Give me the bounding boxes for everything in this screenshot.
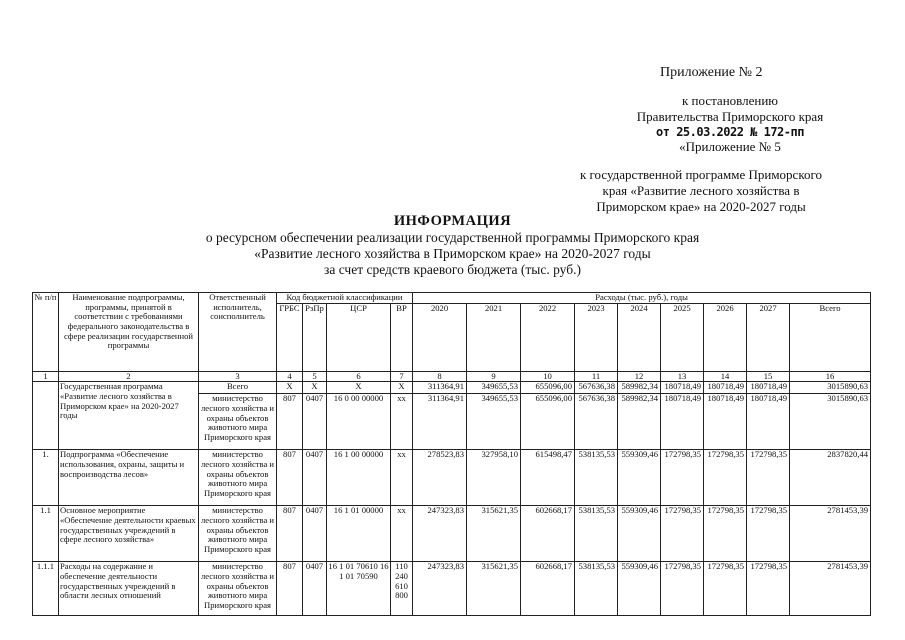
appendix-line6: края «Развитие лесного хозяйства в [602,182,800,198]
table-row-main-activity [33,506,871,562]
resource-table [32,292,871,616]
row-value: 172798,35 [747,506,790,562]
document-heading [0,213,905,278]
row-value: 180718,49 [704,382,747,394]
row-no: 1.1 [33,506,59,562]
row-value: 349655,53 [467,382,521,394]
row-total: 2781453,39 [790,562,871,616]
row-value: 315621,35 [467,562,521,616]
header-year: 2026 [704,303,747,371]
header-year: 2023 [575,303,618,371]
row-rzpr: 0407 [303,506,327,562]
header-name: Наименование подпрограммы, программы, принятой в соответствии с требованиями федерального законодательства в сфере реализации государственной программы [59,293,199,372]
row-csr: 16 1 01 00000 [327,506,391,562]
column-number: 15 [747,371,790,382]
column-number: 5 [303,371,327,382]
row-total: 2781453,39 [790,506,871,562]
row-value: 567636,38 [575,382,618,394]
row-value: 180718,49 [747,382,790,394]
column-number: 6 [327,371,391,382]
program-reference [570,167,832,215]
row-no: 1.1.1 [33,562,59,616]
row-value: 172798,35 [704,450,747,506]
row-total: 3015890,63 [790,382,871,394]
row-value: 172798,35 [704,562,747,616]
column-number: 16 [790,371,871,382]
appendix-number [660,64,763,81]
table-row-expenses [33,562,871,616]
column-number: 9 [467,371,521,382]
row-vr: хх [391,450,413,506]
row-value: 172798,35 [747,562,790,616]
row-value: 247323,83 [413,562,467,616]
header-year: 2021 [467,303,521,371]
column-number-row [33,371,871,382]
column-number: 1 [33,371,59,382]
appendix-line5: к государственной программе Приморского [579,167,822,182]
document-subtitle-2: «Развитие лесного хозяйства в Приморском крае» на 2020-2027 годы [254,246,651,262]
row-name: Основное мероприятие «Обеспечение деятельности краевых государственных учреждений в сфере лесного хозяйства» [59,506,199,562]
document-subtitle-1: о ресурсном обеспечении реализации государственной программы Приморского края [205,230,700,246]
row-value: 278523,83 [413,450,467,506]
column-number: 14 [704,371,747,382]
row-value: 172798,35 [661,506,704,562]
row-name: Расходы на содержание и обеспечение деятельности государственных учреждений в области лесных отношений [59,562,199,616]
header-no: № п/п [33,293,59,372]
header-budget-code: Код бюджетной классификации [277,293,413,304]
header-year: 2027 [747,303,790,371]
row-value: 589982,34 [618,394,661,450]
decree-number: от 25.03.2022 № 172-пп [656,124,804,139]
row-value: 349655,53 [467,394,521,450]
decree-reference [620,93,840,155]
header-total: Всего [790,303,871,371]
row-value: 538135,53 [575,450,618,506]
document-subtitle-3: за счет средств краевого бюджета (тыс. руб.) [324,261,581,277]
row-value: 180718,49 [704,394,747,450]
row-total: 2837820,44 [790,450,871,506]
row-vr: хх [391,506,413,562]
row-responsible: министерство лесного хозяйства и охраны объектов животного мира Приморского края [199,562,277,616]
row-grbs: 807 [277,450,303,506]
table-row-subprogram [33,450,871,506]
appendix-line1: Приложение № 2 [660,65,763,80]
row-value: 315621,35 [467,506,521,562]
row-value: 180718,49 [661,394,704,450]
row-value: 589982,34 [618,382,661,394]
row-value: 602668,17 [521,506,575,562]
row-value: 180718,49 [661,382,704,394]
row-value: 559309,46 [618,506,661,562]
row-name: Государственная программа «Развитие лесного хозяйства в Приморском крае» на 2020-2027 годы [59,382,199,450]
row-rzpr: Х [303,382,327,394]
row-grbs: 807 [277,394,303,450]
appendix-line7: Приморском крае» на 2020-2027 годы [596,198,806,214]
column-number: 4 [277,371,303,382]
column-number: 7 [391,371,413,382]
appendix-line2: к постановлению [681,93,779,108]
table-header-row [33,293,871,304]
row-no [33,382,59,450]
row-value: 655096,00 [521,394,575,450]
header-year: 2024 [618,303,661,371]
row-csr: Х [327,382,391,394]
row-responsible: Всего [199,382,277,394]
column-number: 13 [661,371,704,382]
row-value: 172798,35 [704,506,747,562]
row-grbs: Х [277,382,303,394]
row-value: 655096,00 [521,382,575,394]
row-name: Подпрограмма «Обеспечение использования, охраны, защиты и воспроизводства лесов» [59,450,199,506]
row-no: 1. [33,450,59,506]
row-responsible: министерство лесного хозяйства и охраны объектов животного мира Приморского края [199,450,277,506]
resource-table-container [32,292,870,616]
header-csr: ЦСР [327,303,391,371]
row-grbs: 807 [277,562,303,616]
header-responsible: Ответственный исполнитель, соисполнитель [199,293,277,372]
header-year: 2022 [521,303,575,371]
row-value: 559309,46 [618,450,661,506]
row-vr: 110 240 610 800 [391,562,413,616]
row-csr: 16 1 01 70610 16 1 01 70590 [327,562,391,616]
document-title: ИНФОРМАЦИЯ [393,213,512,229]
column-number: 8 [413,371,467,382]
header-grbs: ГРБС [277,303,303,371]
column-number: 10 [521,371,575,382]
row-csr: 16 1 00 00000 [327,450,391,506]
row-value: 311364,91 [413,394,467,450]
row-value: 559309,46 [618,562,661,616]
header-vr: ВР [391,303,413,371]
column-number: 3 [199,371,277,382]
row-value: 538135,53 [575,506,618,562]
row-responsible: министерство лесного хозяйства и охраны объектов животного мира Приморского края [199,506,277,562]
row-vr: хх [391,394,413,450]
header-year: 2020 [413,303,467,371]
appendix-line3: Правительства Приморского края [636,108,824,124]
row-total: 3015890,63 [790,394,871,450]
appendix-line4: «Приложение № 5 [679,139,781,155]
row-value: 172798,35 [747,450,790,506]
row-value: 538135,53 [575,562,618,616]
row-value: 327958,10 [467,450,521,506]
row-value: 172798,35 [661,450,704,506]
row-value: 567636,38 [575,394,618,450]
column-number: 11 [575,371,618,382]
row-grbs: 807 [277,506,303,562]
row-vr: Х [391,382,413,394]
row-value: 172798,35 [661,562,704,616]
row-responsible: министерство лесного хозяйства и охраны объектов животного мира Приморского края [199,394,277,450]
row-csr: 16 0 00 00000 [327,394,391,450]
row-value: 615498,47 [521,450,575,506]
row-rzpr: 0407 [303,450,327,506]
header-rzpr: РзПр [303,303,327,371]
row-value: 602668,17 [521,562,575,616]
row-rzpr: 0407 [303,562,327,616]
header-expenses: Расходы (тыс. руб.), годы [413,293,871,304]
column-number: 2 [59,371,199,382]
column-number: 12 [618,371,661,382]
row-value: 247323,83 [413,506,467,562]
table-row-program-total [33,382,871,394]
row-value: 311364,91 [413,382,467,394]
row-rzpr: 0407 [303,394,327,450]
header-year: 2025 [661,303,704,371]
row-value: 180718,49 [747,394,790,450]
